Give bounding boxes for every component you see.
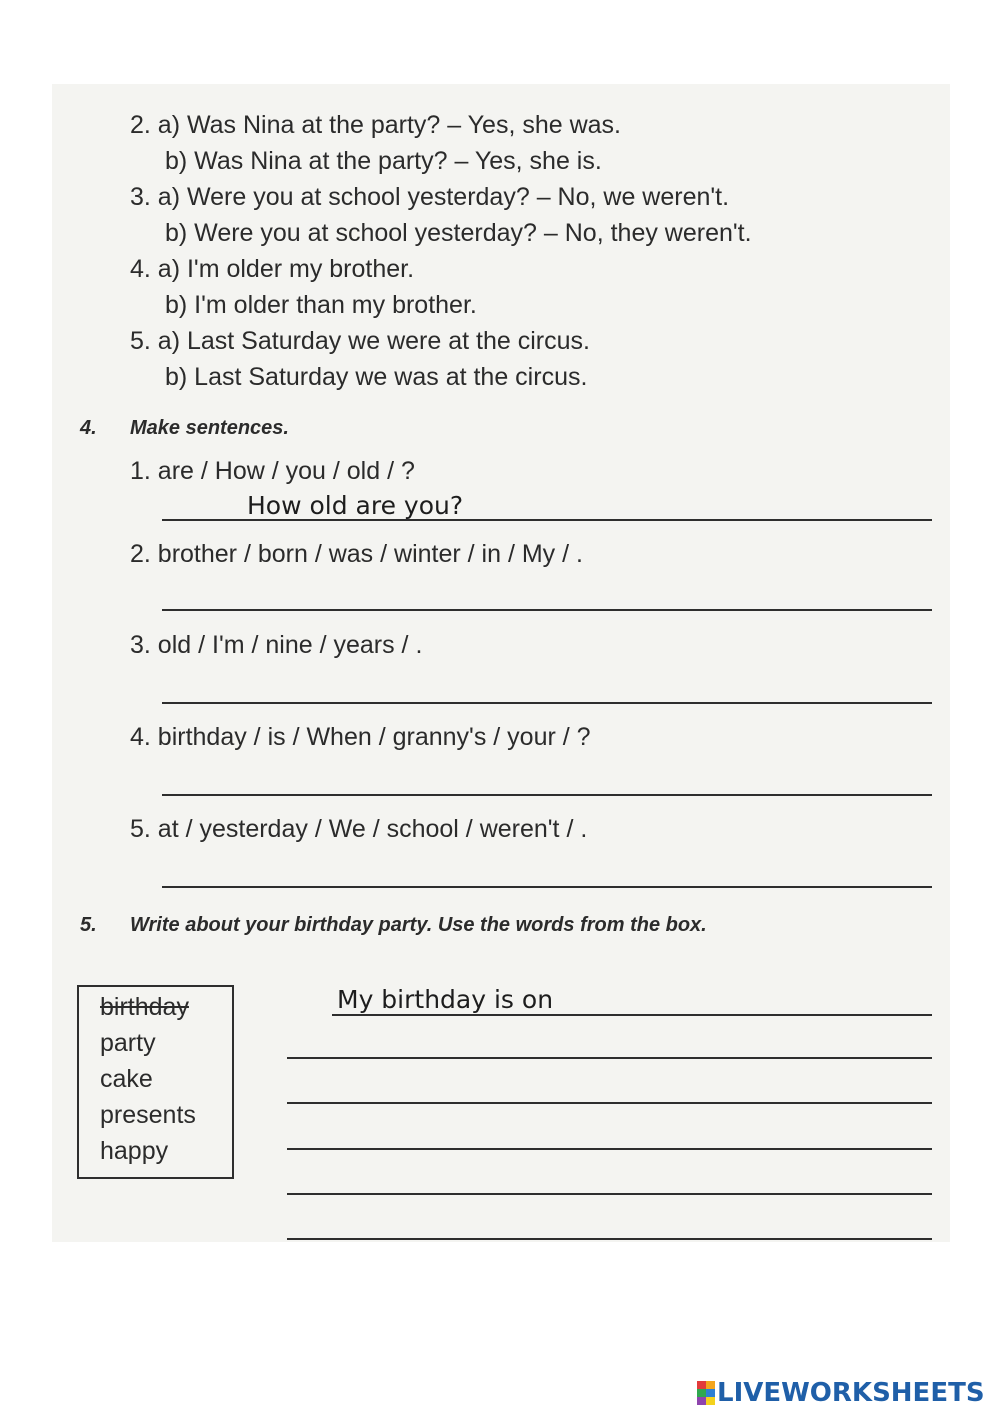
- ex5-writing-line-2[interactable]: [287, 1057, 932, 1059]
- word-box-item: birthday: [100, 993, 189, 1021]
- ex4-prompt-4: 4. birthday / is / When / granny's / your / ?: [130, 723, 591, 751]
- ex5-writing-line-4[interactable]: [287, 1148, 932, 1150]
- ex3-item-3b: b) Were you at school yesterday? – No, they weren't.: [165, 219, 752, 247]
- ex5-first-line-text[interactable]: My birthday is on: [337, 985, 554, 1014]
- ex3-item-3a: 3. a) Were you at school yesterday? – No, we weren't.: [130, 183, 730, 211]
- ex3-item-4a: 4. a) I'm older my brother.: [130, 255, 415, 283]
- ex5-writing-line-3[interactable]: [287, 1102, 932, 1104]
- ex4-instruction: Make sentences.: [130, 417, 289, 439]
- ex3-item-5a: 5. a) Last Saturday we were at the circus.: [130, 327, 590, 355]
- ex4-prompt-2: 2. brother / born / was / winter / in / My / .: [130, 540, 583, 568]
- ex5-writing-line-1: [332, 1014, 932, 1016]
- ex4-answer-line-2: [162, 609, 932, 611]
- word-box-item: happy: [100, 1137, 169, 1165]
- liveworksheets-logo-text: LIVEWORKSHEETS: [717, 1378, 985, 1408]
- ex3-item-5b: b) Last Saturday we was at the circus.: [165, 363, 588, 391]
- ex3-item-4b: b) I'm older than my brother.: [165, 291, 477, 319]
- ex4-answer-1[interactable]: How old are you?: [247, 491, 464, 520]
- liveworksheets-logo[interactable]: [697, 1378, 985, 1408]
- word-box-item: party: [100, 1029, 156, 1057]
- ex4-number: 4.: [80, 417, 97, 439]
- ex3-item-2b: b) Was Nina at the party? – Yes, she is.: [165, 147, 602, 175]
- word-box-item: cake: [100, 1065, 153, 1093]
- ex5-number: 5.: [80, 914, 97, 936]
- liveworksheets-logo-icon: [697, 1381, 715, 1405]
- ex5-instruction: Write about your birthday party. Use the words from the box.: [130, 914, 707, 936]
- ex4-prompt-5: 5. at / yesterday / We / school / weren't / .: [130, 815, 588, 843]
- word-box-item: presents: [100, 1101, 196, 1129]
- ex4-prompt-3: 3. old / I'm / nine / years / .: [130, 631, 423, 659]
- ex4-answer-line-3: [162, 702, 932, 704]
- ex4-prompt-1: 1. are / How / you / old / ?: [130, 457, 415, 485]
- ex5-writing-line-5[interactable]: [287, 1193, 932, 1195]
- ex5-writing-line-6[interactable]: [287, 1238, 932, 1240]
- ex4-answer-line-5: [162, 886, 932, 888]
- ex4-answer-line-1: [162, 519, 932, 521]
- ex3-item-2a: 2. a) Was Nina at the party? – Yes, she was.: [130, 111, 622, 139]
- ex4-answer-line-4: [162, 794, 932, 796]
